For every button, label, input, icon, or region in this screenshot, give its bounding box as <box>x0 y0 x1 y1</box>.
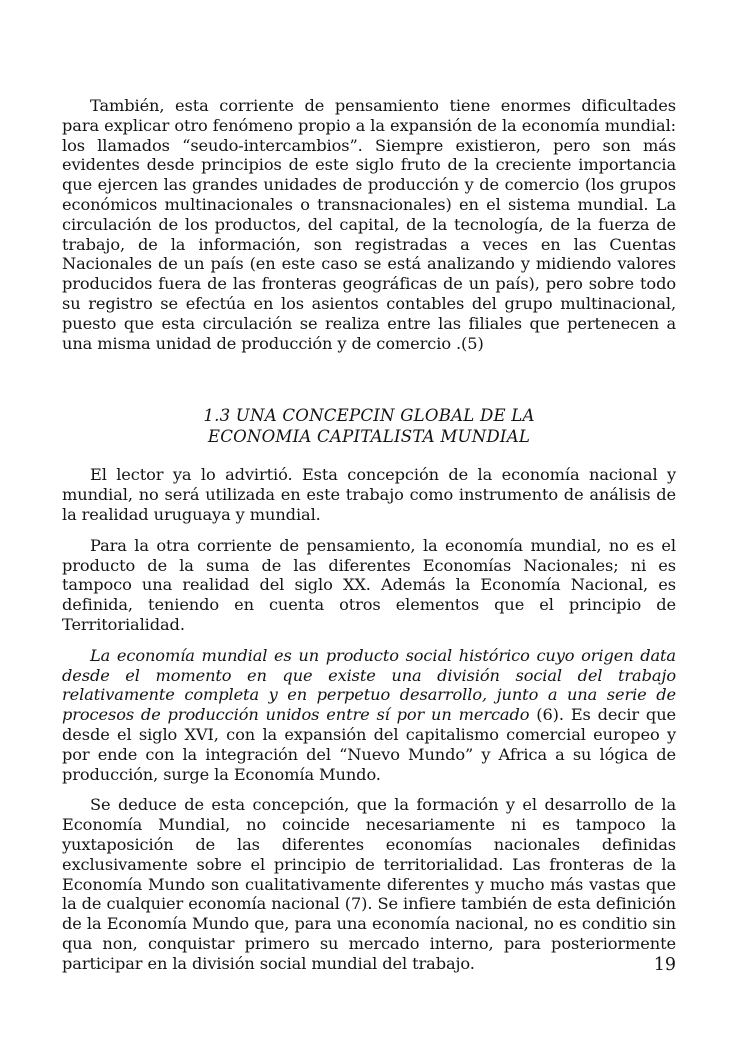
section-heading-line-1: 1.3 UNA CONCEPCIN GLOBAL DE LA <box>203 406 535 426</box>
page-number: 19 <box>653 955 676 975</box>
paragraph-el-lector: El lector ya lo advirtió. Esta concepción de la economía nacional y mundial, no será utilizada en este trabajo como instrumento de análisis de la realidad uruguaya y mundial. <box>62 465 676 524</box>
paragraph-seudo-intercambios: También, esta corriente de pensamiento tiene enormes dificultades para explicar otro fenómeno propio a la expansión de la economía mundial: los llamados “seudo-intercambios”. Siempre existieron, pero son más evidentes desde principios de este siglo fruto de la creciente importancia que ejercen las grandes unidades de producción y de comercio (los grupos económicos multinacionales o transnacionales) en el sistema mundial. La circulación de los productos, del capital, de la tecnología, de la fuerza de trabajo, de la información, son registradas a veces en las Cuentas Nacionales de un país (en este caso se está analizando y midiendo valores producidos fuera de las fronteras geográficas de un país), pero sobre todo su registro se efectúa en los asientos contables del grupo multinacional, puesto que esta circulación se realiza entre las filiales que pertenecen a una misma unidad de producción y de comercio .(5) <box>62 96 676 353</box>
paragraph-economia-mundial-rest: (6). Es decir que desde el siglo XVI, con la expansión del capitalismo comercial europeo y por ende con la integración del “Nuevo Mundo” y Africa a su lógica de producción, surge la Economía Mundo. <box>62 705 676 784</box>
section-heading-line-2: ECONOMIA CAPITALISTA MUNDIAL <box>207 427 531 447</box>
section-heading <box>62 405 676 447</box>
text-block <box>62 96 676 984</box>
paragraph-economia-mundial <box>62 646 676 785</box>
paragraph-se-deduce: Se deduce de esta concepción, que la formación y el desarrollo de la Economía Mundial, no coincide necesariamente ni es tampoco la yuxtaposición de las diferentes economías nacionales definidas exclusivamente sobre el principio de territorialidad. Las fronteras de la Economía Mundo son cualitativamente diferentes y mucho más vastas que la de cualquier economía nacional (7). Se infiere también de esta definición de la Economía Mundo que, para una economía nacional, no es conditio sin qua non, conquistar primero su mercado interno, para posteriormente participar en la división social mundial del trabajo. <box>62 795 677 973</box>
paragraph-economia-mundial-italic: La economía mundial es un producto social histórico cuyo origen data desde el momento en que existe una división social del trabajo relativamente completa y en perpetuo desarrollo, junto a una serie de procesos de producción unidos entre sí por un mercado <box>62 645 676 725</box>
paragraph-otra-corriente: Para la otra corriente de pensamiento, la economía mundial, no es el producto de la suma de las diferentes Economías Nacionales; ni es tampoco una realidad del siglo XX. Además la Economía Nacional, es definida, teniendo en cuenta otros elementos que el principio de Territorialidad. <box>62 535 676 634</box>
